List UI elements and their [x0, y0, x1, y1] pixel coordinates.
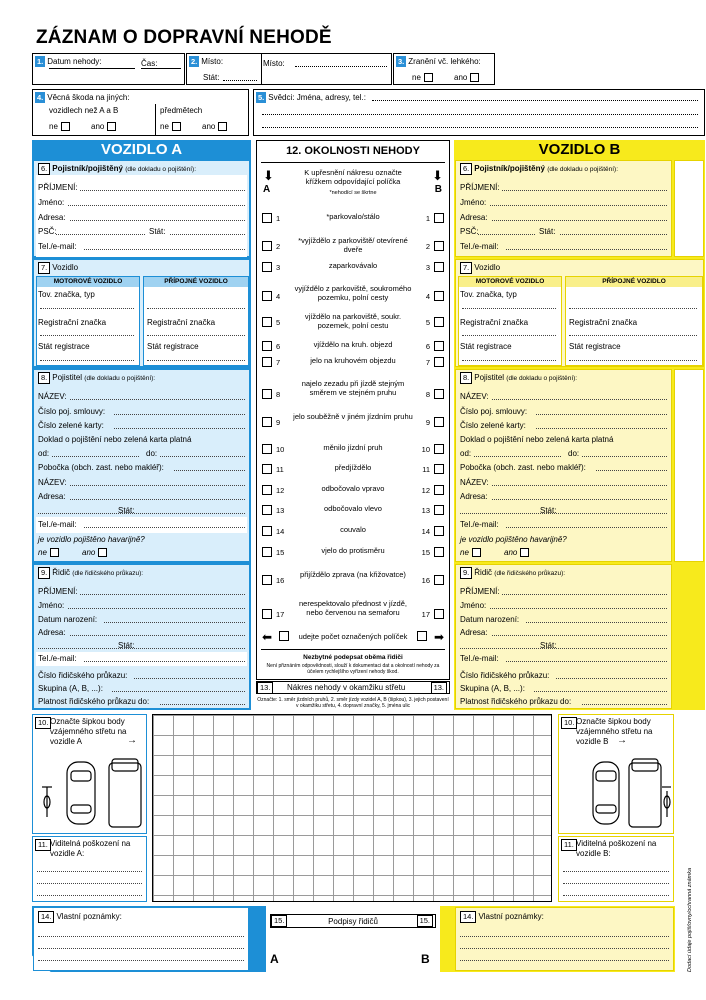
- b-tel-field[interactable]: [506, 249, 667, 250]
- circumstance-b-checkbox[interactable]: [434, 357, 444, 367]
- damage-objects-no-checkbox[interactable]: [172, 122, 181, 131]
- a-green-card-field[interactable]: [114, 428, 245, 429]
- circumstance-b-checkbox[interactable]: [434, 341, 444, 351]
- a-branch-field[interactable]: [174, 470, 245, 471]
- circumstance-number-a: 11: [276, 465, 284, 474]
- vehicle-a-driver: 9. Řidič (dle řidičského průkazu): PŘÍJMENÍ: Jméno: Datum narození: Adresa: Stát: Tel./e-mail: Číslo řidičského průkazu: Skupina (A, B, ...): Platnost řidičského průkazu do:: [33, 564, 250, 709]
- a-driver-birth-field[interactable]: [104, 622, 245, 623]
- a-license-group-field[interactable]: [112, 691, 245, 692]
- circumstance-number-b: 16: [421, 576, 430, 585]
- section-3-injuries: 3. Zranění vč. lehkého: ne ano: [393, 53, 495, 85]
- circumstance-row: [257, 599, 449, 629]
- circumstance-a-checkbox[interactable]: [262, 389, 272, 399]
- circumstance-text: odbočovalo vpravo: [321, 484, 385, 493]
- circumstance-b-checkbox[interactable]: [434, 505, 444, 515]
- a-name-field[interactable]: [68, 205, 245, 206]
- a-branch-state-pre[interactable]: [38, 513, 139, 514]
- a-branch-name-field[interactable]: [70, 485, 245, 486]
- a-branch-state-field[interactable]: [138, 513, 245, 514]
- b-branch-address-field[interactable]: [492, 499, 667, 500]
- a-damage-field-1[interactable]: [37, 871, 142, 872]
- circumstance-row: [257, 525, 449, 537]
- b-notes-field-1[interactable]: [460, 936, 669, 937]
- circumstance-row: [257, 236, 449, 256]
- a-brand-field[interactable]: [40, 308, 134, 309]
- vehicles-diagram-a[interactable]: [39, 757, 145, 833]
- circumstance-number-a: 17: [276, 610, 285, 619]
- a-notes-field-3[interactable]: [38, 960, 244, 961]
- circumstance-number-b: 7: [425, 358, 430, 367]
- a-branch-address-field[interactable]: [70, 499, 245, 500]
- time-label: Čas:: [141, 59, 158, 68]
- circumstance-number-b: 11: [422, 465, 430, 474]
- a-zip-field[interactable]: [56, 234, 145, 235]
- circumstance-text: *parkovalo/stálo: [326, 212, 380, 221]
- vehicle-b-driver: 9. Řidič (dle řidičského průkazu): PŘÍJMENÍ: Jméno: Datum narození: Adresa: Stát: Tel./e-mail: Číslo řidičského průkazu: Skupina (A, B, ...): Platnost řidičského průkazu do:: [455, 564, 672, 709]
- circumstance-b-checkbox[interactable]: [434, 547, 444, 557]
- place-field[interactable]: [295, 66, 387, 67]
- circumstance-b-checkbox[interactable]: [434, 526, 444, 536]
- circumstance-number-b: 17: [421, 610, 430, 619]
- vehicles-diagram-b[interactable]: [563, 757, 671, 833]
- a-casco-no-checkbox[interactable]: [50, 548, 59, 557]
- circumstance-a-checkbox[interactable]: [262, 341, 272, 351]
- damage-vehicles-yes-checkbox[interactable]: [107, 122, 116, 131]
- a-policy-field[interactable]: [114, 414, 245, 415]
- circumstance-number-b: 4: [425, 292, 430, 301]
- circumstance-text: nerespektovalo přednost v jízdě, nebo červenou na semaforu: [299, 599, 407, 617]
- circumstance-number-b: 3: [425, 263, 430, 272]
- witnesses-field-2[interactable]: [262, 114, 698, 115]
- b-trailer-regstate-field[interactable]: [569, 360, 697, 361]
- b-damage-field-2[interactable]: [563, 883, 669, 884]
- circumstance-b-checkbox[interactable]: [434, 317, 444, 327]
- circumstance-row: [257, 261, 449, 273]
- date-label: Datum nehody:: [47, 57, 102, 66]
- b-license-group-field[interactable]: [534, 691, 667, 692]
- place-label: Místo:: [263, 59, 285, 68]
- circumstance-a-checkbox[interactable]: [262, 547, 272, 557]
- circumstance-a-checkbox[interactable]: [262, 213, 272, 223]
- circumstance-a-checkbox[interactable]: [262, 444, 272, 454]
- b-brand-field[interactable]: [462, 308, 556, 309]
- count-b-box[interactable]: [417, 631, 427, 641]
- a-surname-label: PŘÍJMENÍ:: [38, 183, 78, 192]
- b-zip-field[interactable]: [478, 234, 535, 235]
- b-name-field[interactable]: [490, 205, 667, 206]
- a-trailer-reg-field[interactable]: [147, 335, 245, 336]
- a-valid-to-field[interactable]: [160, 456, 245, 457]
- damage-objects-yes-checkbox[interactable]: [218, 122, 227, 131]
- b-surname-field[interactable]: [502, 190, 667, 191]
- b-notes-field-3[interactable]: [460, 960, 669, 961]
- circumstance-row: [257, 312, 449, 332]
- circumstance-a-checkbox[interactable]: [262, 526, 272, 536]
- circumstance-row: [257, 484, 449, 496]
- b-regstate-field[interactable]: [462, 360, 556, 361]
- circumstance-text: jelo na kruhovém objezdu: [310, 356, 396, 365]
- vehicle-a-visible-damage: 11. Viditelná poškození na vozidle A:: [32, 836, 147, 902]
- count-a-box[interactable]: [279, 631, 289, 641]
- circumstance-a-checkbox[interactable]: [262, 464, 272, 474]
- circumstance-number-a: 7: [276, 358, 281, 367]
- vehicle-a-header: VOZIDLO A: [100, 141, 183, 158]
- vehicle-b-impact-points: 10. Označte šipkou body vzájemného střetu na vozidle B →: [558, 714, 674, 834]
- circumstance-text: odbočovalo vlevo: [324, 504, 382, 513]
- b-trailer-brand-field[interactable]: [569, 308, 697, 309]
- vehicle-b-policyholder: 6. Pojistník/pojištěný (dle dokladu o pojištění): PŘÍJMENÍ: Jméno: Adresa: PSČ: Stát: Tel./e-mail:: [455, 160, 672, 257]
- circumstance-text: vjíždělo na parkoviště, soukr. pozemek, polní cestu: [304, 312, 402, 330]
- circumstance-b-checkbox[interactable]: [434, 609, 444, 619]
- circumstance-number-a: 16: [276, 576, 285, 585]
- vehicle-b-visible-damage: 11. Viditelná poškození na vozidle B:: [558, 836, 674, 902]
- circumstance-row: [257, 356, 449, 368]
- b-driver-tel-field[interactable]: [506, 661, 667, 662]
- b-green-card-field[interactable]: [536, 428, 667, 429]
- vehicle-a-policyholder: 6. Pojistník/pojištěný (dle dokladu o pojištění): PŘÍJMENÍ: Jméno: Adresa: PSČ: Stát: Tel./e-mail:: [33, 160, 250, 257]
- b-branch-field[interactable]: [596, 470, 667, 471]
- a-valid-from-field[interactable]: [52, 456, 139, 457]
- vehicle-b-notes: 14. Vlastní poznámky:: [455, 907, 674, 971]
- circumstance-b-checkbox[interactable]: [434, 417, 444, 427]
- b-notes-field-2[interactable]: [460, 948, 669, 949]
- circumstance-b-checkbox[interactable]: [434, 262, 444, 272]
- arrow-right-icon: ➡: [433, 630, 444, 644]
- a-insurer-tel-field[interactable]: [84, 527, 245, 528]
- b-driver-birth-field[interactable]: [526, 622, 667, 623]
- a-trailer-regstate-field[interactable]: [147, 360, 245, 361]
- section-1-date-time: 1. Datum nehody: Čas:: [32, 53, 185, 85]
- circumstance-row: [257, 340, 449, 352]
- circumstance-b-checkbox[interactable]: [434, 485, 444, 495]
- circumstance-a-checkbox[interactable]: [262, 505, 272, 515]
- circumstance-b-checkbox[interactable]: [434, 241, 444, 251]
- a-address-field[interactable]: [70, 220, 245, 221]
- b-driver-surname-field[interactable]: [502, 594, 667, 595]
- circumstance-a-checkbox[interactable]: [262, 241, 272, 251]
- b-license-field[interactable]: [556, 678, 667, 679]
- a-damage-field-2[interactable]: [37, 883, 142, 884]
- a-license-validity-field[interactable]: [160, 704, 245, 705]
- circumstance-text: přijíždělo zprava (na křižovatce): [300, 570, 406, 579]
- b-casco-no-checkbox[interactable]: [472, 548, 481, 557]
- injuries-yes-checkbox[interactable]: [470, 73, 479, 82]
- a-state-field[interactable]: [170, 234, 245, 235]
- b-damage-field-1[interactable]: [563, 871, 669, 872]
- circumstance-number-a: 12: [276, 486, 285, 495]
- circumstance-text: jelo souběžně v jiném jízdním pruhu: [293, 412, 413, 421]
- b-license-validity-field[interactable]: [582, 704, 667, 705]
- a-driver-tel-field[interactable]: [84, 661, 245, 662]
- b-driver-address-field[interactable]: [492, 635, 667, 636]
- circumstance-number-a: 6: [276, 342, 281, 351]
- circumstance-text: vjíždělo na kruh. objezd: [313, 340, 393, 349]
- circumstance-number-a: 3: [276, 263, 281, 272]
- circumstance-text: vjelo do protisměru: [321, 546, 385, 555]
- a-trailer-brand-field[interactable]: [147, 308, 245, 309]
- signature-a-area[interactable]: [270, 930, 352, 970]
- circumstance-number-a: 8: [276, 390, 281, 399]
- circumstance-number-b: 10: [421, 445, 430, 454]
- injuries-no-checkbox[interactable]: [424, 73, 433, 82]
- circumstances-title: 12. OKOLNOSTI NEHODY: [286, 145, 420, 157]
- state-field[interactable]: [223, 80, 257, 81]
- a-driver-name-field[interactable]: [68, 608, 245, 609]
- circumstance-text: měnilo jízdní pruh: [323, 443, 383, 452]
- page-title: ZÁZNAM O DOPRAVNÍ NEHODĚ: [36, 27, 332, 48]
- a-casco-yes-checkbox[interactable]: [98, 548, 107, 557]
- vehicle-b-insurer: 8. Pojistitel (dle dokladu o pojištění): NÁZEV: Číslo poj. smlouvy: Číslo zelené karty: Doklad o pojištění nebo zelená karta platná od: do: Pobočka (obch. zast. nebo makléř): NÁZEV: Adresa: Stát: Tel./e-mail: je vozidlo pojištěno havarijně? ne ano: [455, 369, 672, 562]
- arrow-down-b-icon: ⬇: [432, 168, 443, 183]
- a-reg-field[interactable]: [40, 335, 134, 336]
- circumstance-b-checkbox[interactable]: [434, 213, 444, 223]
- a-driver-state-field[interactable]: [138, 648, 245, 649]
- b-trailer-reg-field[interactable]: [569, 335, 697, 336]
- circumstance-row: [257, 570, 449, 590]
- a-insurer-name-field[interactable]: [70, 399, 245, 400]
- vehicle-b-vehicle: 7. Vozidlo MOTOROVÉ VOZIDLO PŘÍPOJNÉ VOZIDLO Tov. značka, typ Registrační značka Registrační značka Stát registrace Stát registrace: [455, 259, 704, 367]
- accident-sketch-grid[interactable]: [152, 714, 552, 902]
- b-branch-state-field[interactable]: [560, 513, 667, 514]
- circumstance-number-b: 12: [421, 486, 430, 495]
- circumstance-a-checkbox[interactable]: [262, 575, 272, 585]
- circumstance-a-checkbox[interactable]: [262, 291, 272, 301]
- section-5-witnesses: 5. Svědci: Jména, adresy, tel.:: [253, 89, 705, 136]
- signature-b-letter: B: [421, 952, 430, 966]
- b-address-field[interactable]: [492, 220, 667, 221]
- b-state-field[interactable]: [560, 234, 667, 235]
- arrow-left-icon: ⬅: [262, 630, 273, 644]
- circumstance-number-a: 15: [276, 548, 285, 557]
- a-driver-surname-field[interactable]: [80, 594, 245, 595]
- circumstance-b-checkbox[interactable]: [434, 389, 444, 399]
- circumstance-row: [257, 412, 449, 432]
- circumstance-row: [257, 212, 449, 224]
- circumstance-number-b: 9: [425, 418, 430, 427]
- b-branch-name-field[interactable]: [492, 485, 667, 486]
- circumstance-text: vyjíždělo z parkoviště, soukromého pozemku, polní cesty: [294, 284, 412, 302]
- damage-vehicles-no-checkbox[interactable]: [61, 122, 70, 131]
- circumstance-text: zaparkovávalo: [328, 261, 378, 270]
- circumstance-b-checkbox[interactable]: [434, 464, 444, 474]
- circumstance-row: [257, 504, 449, 516]
- b-insurer-name-field[interactable]: [492, 399, 667, 400]
- circumstance-row: [257, 379, 449, 409]
- circumstance-number-a: 13: [276, 506, 285, 515]
- circumstance-number-a: 4: [276, 292, 281, 301]
- circumstance-number-a: 14: [276, 527, 285, 536]
- b-valid-to-field[interactable]: [582, 456, 667, 457]
- arrow-down-a-icon: ⬇: [263, 168, 274, 183]
- arrow-right-small-icon: →: [127, 735, 137, 746]
- circumstance-number-b: 13: [421, 506, 430, 515]
- circumstance-text: *vyjíždělo z parkoviště/ otevírené dveře: [298, 236, 408, 254]
- circumstance-a-checkbox[interactable]: [262, 262, 272, 272]
- circumstance-row: [257, 443, 449, 455]
- circumstance-a-checkbox[interactable]: [262, 317, 272, 327]
- b-damage-field-3[interactable]: [563, 895, 669, 896]
- b-branch-state-pre[interactable]: [460, 513, 561, 514]
- circumstance-number-b: 2: [425, 242, 430, 251]
- a-damage-field-3[interactable]: [37, 895, 142, 896]
- signature-a-letter: A: [270, 952, 279, 966]
- section-13-header: 13. Nákres nehody v okamžiku střetu 13.: [256, 681, 450, 694]
- circumstance-number-b: 14: [421, 527, 430, 536]
- circumstance-b-checkbox[interactable]: [434, 575, 444, 585]
- circumstance-row: [257, 284, 449, 308]
- circumstance-text: couvalo: [340, 525, 366, 534]
- vehicle-a-impact-points: 10. Označte šipkou body vzájemného střetu na vozidle A →: [32, 714, 147, 834]
- a-driver-address-field[interactable]: [70, 635, 245, 636]
- circumstance-row: [257, 463, 449, 475]
- circumstance-b-checkbox[interactable]: [434, 291, 444, 301]
- circumstance-number-b: 15: [421, 548, 430, 557]
- arrow-right-small-icon: →: [617, 735, 627, 746]
- circumstance-a-checkbox[interactable]: [262, 417, 272, 427]
- circumstance-number-a: 2: [276, 242, 281, 251]
- date-field[interactable]: [49, 68, 135, 69]
- side-note: Dodací údaje pojišťovny/ochranná známka: [687, 867, 693, 972]
- b-driver-name-field[interactable]: [490, 608, 667, 609]
- vehicle-a-vehicle: 7. Vozidlo MOTOROVÉ VOZIDLO PŘÍPOJNÉ VOZIDLO Tov. značka, typ Registrační značka Registrační značka Stát registrace Stát registrace: [33, 259, 250, 367]
- circumstance-number-b: 5: [425, 318, 430, 327]
- b-reg-field[interactable]: [462, 335, 556, 336]
- vehicle-b-header: VOZIDLO B: [538, 141, 621, 158]
- section-2-place: 2. Místo: Místo: Stát:: [186, 53, 392, 85]
- time-field[interactable]: [141, 68, 181, 69]
- witnesses-field-3[interactable]: [262, 127, 698, 128]
- a-driver-address2-field[interactable]: [38, 648, 139, 649]
- circumstance-number-a: 5: [276, 318, 281, 327]
- b-driver-address2-field[interactable]: [460, 648, 561, 649]
- state-label: Stát:: [203, 73, 220, 82]
- a-notes-field-2[interactable]: [38, 948, 244, 949]
- circumstance-a-checkbox[interactable]: [262, 609, 272, 619]
- a-license-field[interactable]: [134, 678, 245, 679]
- circumstance-number-a: 9: [276, 418, 281, 427]
- b-insurer-tel-field[interactable]: [506, 527, 667, 528]
- circumstance-text: předjíždělo: [334, 463, 372, 472]
- section-15-signatures: 15. Podpisy řidičů 15.: [266, 906, 440, 972]
- a-notes-field-1[interactable]: [38, 936, 244, 937]
- b-casco-yes-checkbox[interactable]: [520, 548, 529, 557]
- section-12-circumstances: 12. OKOLNOSTI NEHODY ⬇ A ⬇ B K upřesnění nákresu označte křížkem odpovídající políčka *nehodící se škrtne 1 *parkovalo/stálo 1 2 *vyjíždělo z parkoviště/ otevírené dveře 2 3 zaparkovávalo 3 4 vyjíždělo z parkoviště, soukromého pozemku, polní cesty 4 5 vjíždělo na parkoviště, soukr. pozemek, polní cestu 5 6 vjíždělo na kruh. objezd 6 7 jelo na kruhovém objezdu 7 8 najelo zezadu při jízdě stejným směrem ve stejném pruhu 8 9 jelo souběžně v jiném jízdním pruhu 9 10 měnilo jízdní pruh 10 11 předjíždělo 11 12 odbočovalo vpravo 12 13 odbočovalo vlevo 13 14 couvalo 14 15 vjelo do protisměru 15 16 přijíždělo zprava (na křižovatce) 16 17 nerespektovalo přednost v jízdě, nebo červenou na semaforu 17 ⬅ udejte počet označených políček ➡ Nezbytné podepsat oběma řidiči Není přiznáním odpovědnosti, slouží k dokumentaci dat a okolností nehody za účelem rychlejšího vyřízení nehody škod.: [256, 140, 450, 680]
- witnesses-field-1[interactable]: [372, 100, 698, 101]
- circumstance-number-b: 6: [425, 342, 430, 351]
- circumstance-text: najelo zezadu při jízdě stejným směrem ve stejném pruhu: [301, 379, 405, 397]
- circumstance-a-checkbox[interactable]: [262, 357, 272, 367]
- circumstance-number-b: 8: [425, 390, 430, 399]
- circumstance-row: [257, 546, 449, 558]
- section-4-material-damage: 4. Věcná škoda na jiných: vozidlech než A a B předmětech ne ano ne ano: [32, 89, 249, 136]
- circumstance-a-checkbox[interactable]: [262, 485, 272, 495]
- vehicle-a-notes: 14. Vlastní poznámky:: [33, 907, 249, 971]
- a-surname-field[interactable]: [80, 190, 245, 191]
- circumstance-number-a: 1: [276, 214, 281, 223]
- circumstance-number-b: 1: [425, 214, 430, 223]
- b-policy-field[interactable]: [536, 414, 667, 415]
- circumstance-number-a: 10: [276, 445, 285, 454]
- circumstance-b-checkbox[interactable]: [434, 444, 444, 454]
- b-valid-from-field[interactable]: [474, 456, 561, 457]
- vehicle-a-insurer: 8. Pojistitel (dle dokladu o pojištění): NÁZEV: Číslo poj. smlouvy: Číslo zelené karty: Doklad o pojištění nebo zelená karta platná od: do: Pobočka (obch. zast. nebo makléř): NÁZEV: Adresa: Stát: Tel./e-mail: je vozidlo pojištěno havarijně? ne ano: [33, 369, 250, 562]
- a-regstate-field[interactable]: [40, 360, 134, 361]
- b-driver-state-field[interactable]: [560, 648, 667, 649]
- a-tel-field[interactable]: [84, 249, 245, 250]
